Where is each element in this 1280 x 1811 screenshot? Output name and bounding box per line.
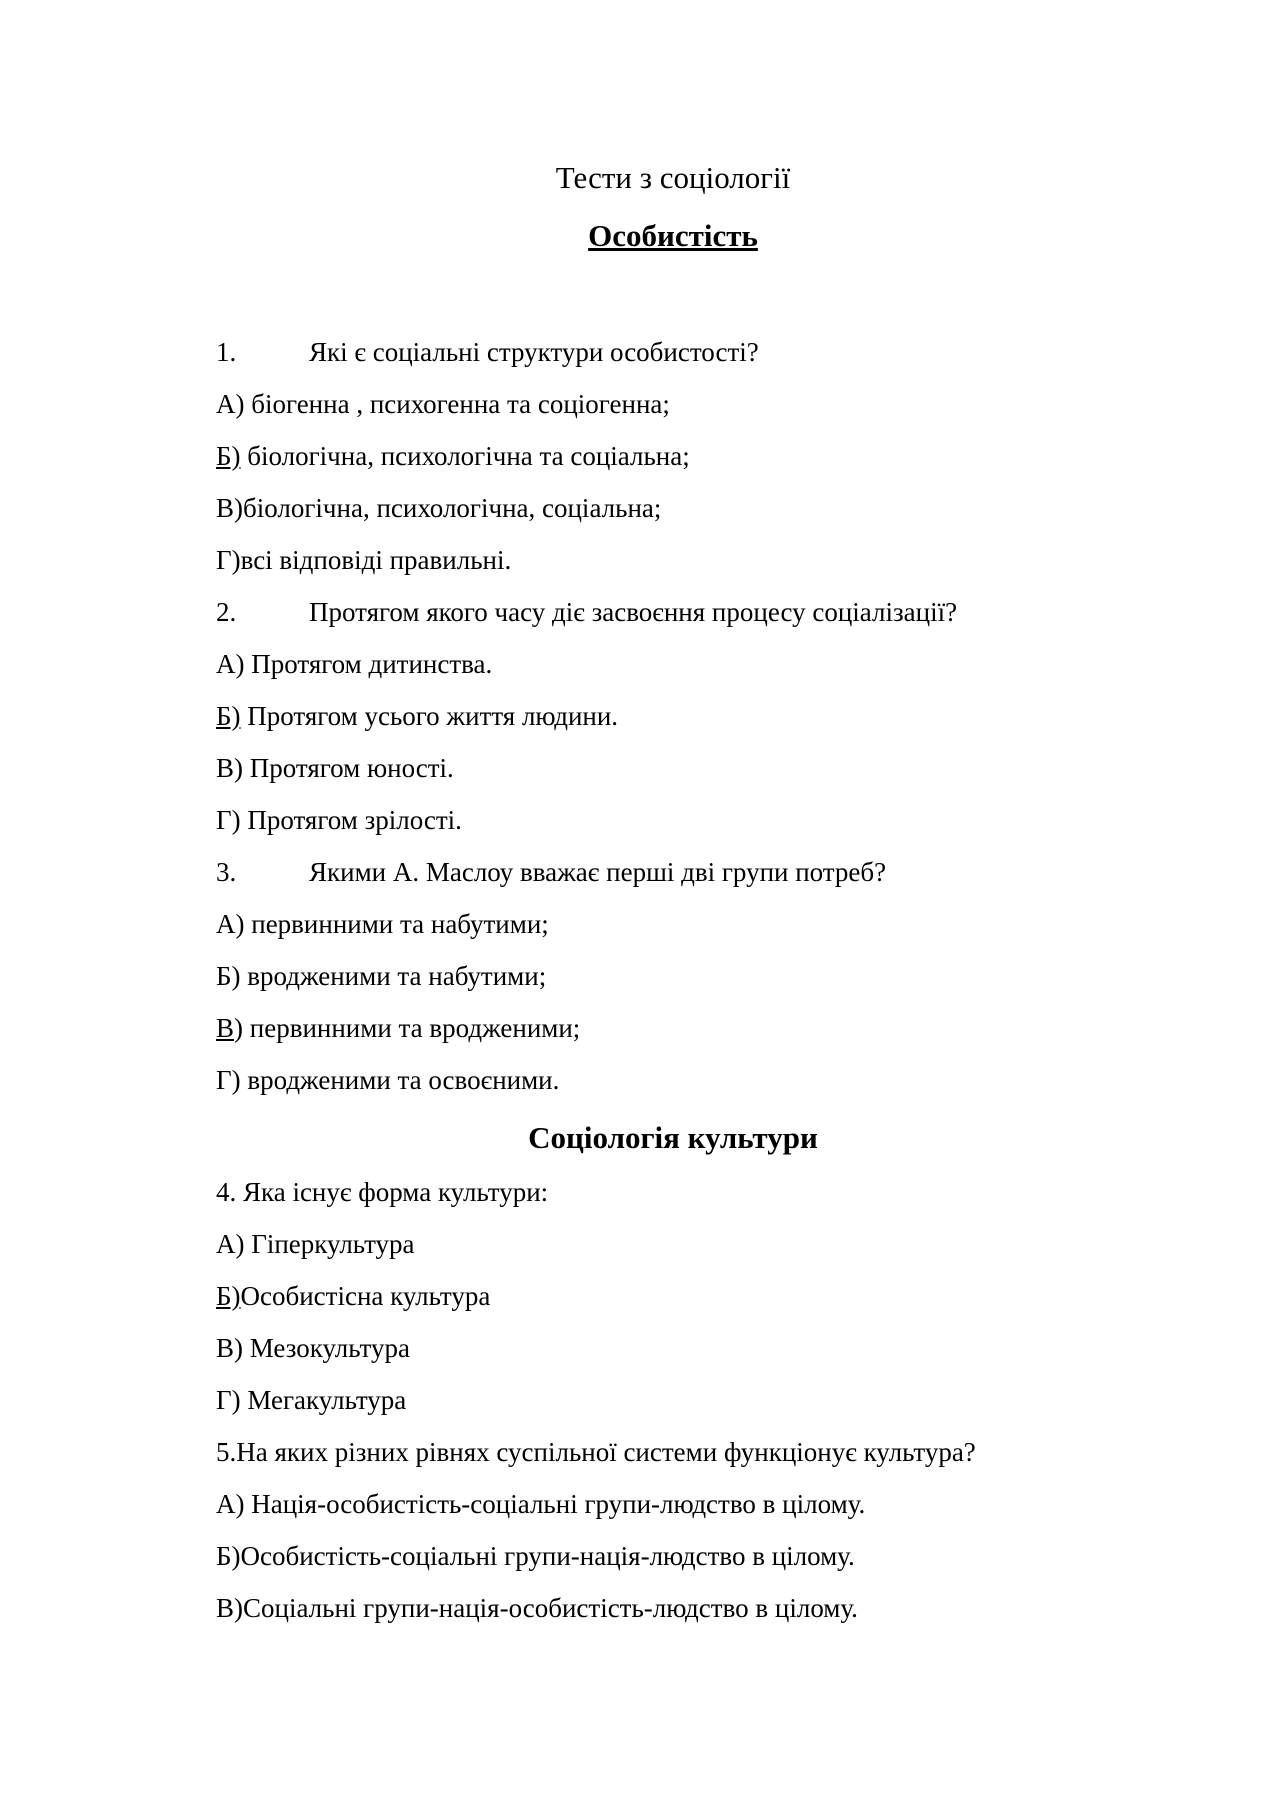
question-text: Які є соціальні структури особистості? (309, 337, 759, 367)
q2-option-d: Г) Протягом зрілості. (216, 805, 462, 835)
q1-option-b (216, 440, 690, 472)
q4-option-b (216, 1280, 490, 1312)
q3-option-d: Г) вродженими та освоєними. (216, 1065, 560, 1095)
q4-option-a: А) Гіперкультура (216, 1229, 415, 1259)
question-1 (216, 336, 759, 368)
q5-option-b: Б)Особистість-соціальні групи-нація-людство в цілому. (216, 1541, 855, 1571)
q2-option-c: В) Протягом юності. (216, 753, 454, 783)
question-number: 1. (216, 337, 237, 367)
option-text: біологічна, психологічна та соціальна; (240, 441, 690, 471)
question-3 (216, 856, 886, 888)
q4-option-d: Г) Мегакультура (216, 1385, 407, 1415)
q3-option-b: Б) вродженими та набутими; (216, 961, 547, 991)
q1-option-a: А) біогенна , психогенна та соціогенна; (216, 389, 670, 419)
q1-option-c: В)біологічна, психологічна, соціальна; (216, 493, 662, 523)
q1-option-d: Г)всі відповіді правильні. (216, 545, 512, 575)
question-4: 4. Яка існує форма культури: (216, 1177, 549, 1207)
answer-marker: Б) (216, 1281, 241, 1311)
question-number: 3. (216, 857, 237, 887)
question-2 (216, 596, 957, 628)
option-text: ) первинними та вродженими; (234, 1013, 581, 1043)
q5-option-a: А) Нація-особистість-соціальні групи-людство в цілому. (216, 1489, 866, 1519)
question-text: Протягом якого часу діє засвоєння процесу соціалізації? (309, 597, 958, 627)
question-number: 2. (216, 597, 237, 627)
answer-marker: Б) (216, 441, 241, 471)
q2-option-a: А) Протягом дитинства. (216, 649, 493, 679)
answer-marker: В (216, 1013, 235, 1043)
answer-marker: Б) (216, 701, 241, 731)
question-text: Якими А. Маслоу вважає перші дві групи потреб? (309, 857, 887, 887)
q2-option-b (216, 700, 618, 732)
section-heading-personality: Особистість (588, 218, 758, 253)
section-heading-sociology-of-culture: Соціологія культури (528, 1120, 818, 1155)
q5-option-c: В)Соціальні групи-нація-особистість-людство в цілому. (216, 1593, 858, 1623)
question-5: 5.На яких різних рівнях суспільної системи функціонує культура? (216, 1437, 976, 1467)
document-title: Тести з соціології (555, 160, 791, 195)
q3-option-c (216, 1012, 580, 1044)
q4-option-c: В) Мезокультура (216, 1333, 410, 1363)
option-text: Особистісна культура (240, 1281, 491, 1311)
option-text: Протягом усього життя людини. (240, 701, 619, 731)
q3-option-a: А) первинними та набутими; (216, 909, 549, 939)
